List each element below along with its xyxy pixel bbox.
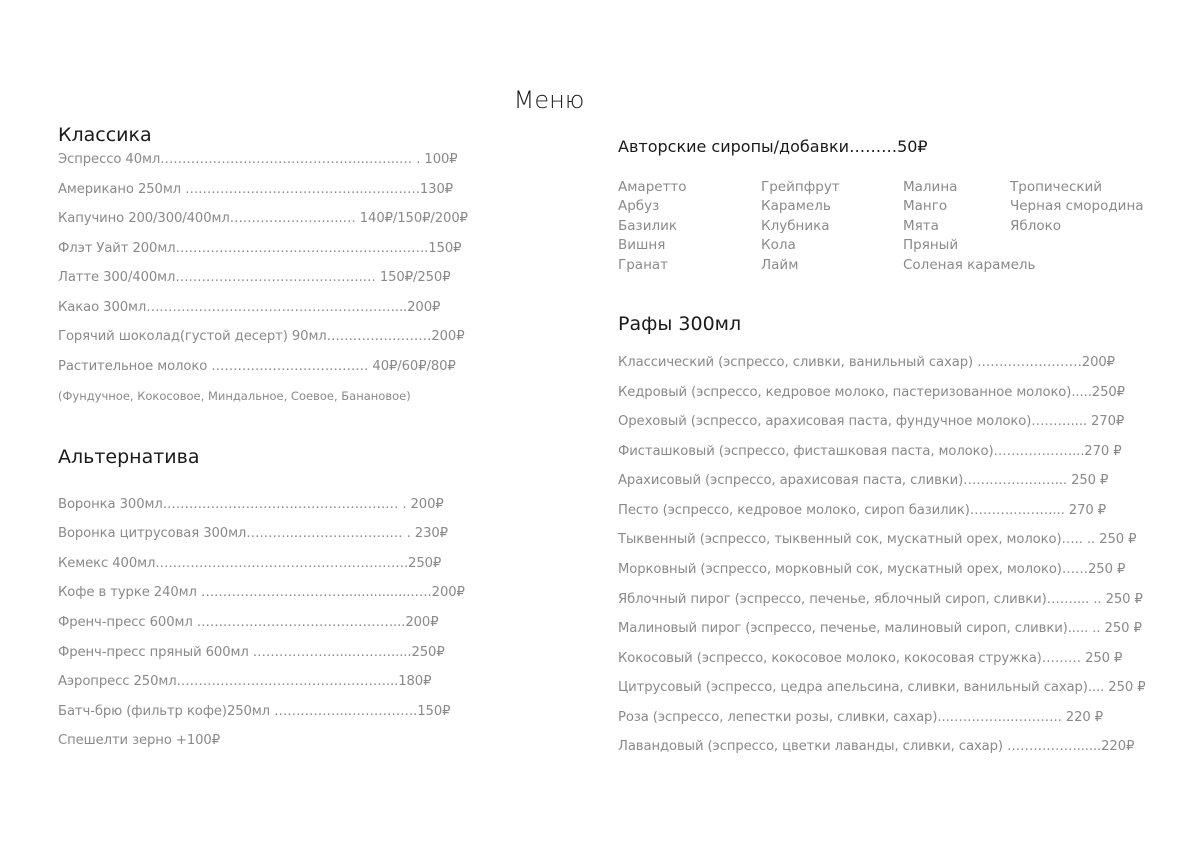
menu-item: Флэт Уайт 200мл………………………………………………….150₽ <box>58 241 462 256</box>
syrup-item: Вишня <box>618 237 666 253</box>
menu-item: Тыквенный (эспрессо, тыквенный сок, мускатный орех, молоко)….. .. 250 ₽ <box>618 532 1137 547</box>
menu-item: Ореховый (эспрессо, арахисовая паста, фундучное молоко)……….... 270₽ <box>618 414 1125 429</box>
menu-item: Яблочный пирог (эспрессо, печенье, яблочный сироп, сливки)…….... .. 250 ₽ <box>618 592 1143 607</box>
menu-item: Какао 300мл…………………………………………………...200₽ <box>58 300 441 315</box>
menu-item: Капучино 200/300/400мл……………………..… 140₽/150₽/200₽ <box>58 211 468 226</box>
section-heading-syrups: Авторские сиропы/добавки………50₽ <box>618 137 928 156</box>
menu-item: Эспрессо 40мл………………………………………..……..… . 100₽ <box>58 152 458 167</box>
section-heading-alternative: Альтернатива <box>58 446 200 468</box>
menu-item: Классический (эспрессо, сливки, ванильный сахар) ……………………200₽ <box>618 355 1115 370</box>
menu-item: Кедровый (эспрессо, кедровое молоко, пастеризованное молоко).....250₽ <box>618 385 1125 400</box>
menu-item: Френч-пресс пряный 600мл ……………….....……….....250₽ <box>58 645 445 660</box>
syrup-item: Лайм <box>761 257 799 273</box>
menu-item: Роза (эспрессо, лепестки розы, сливки, сахар)...…………...……….. 220 ₽ <box>618 710 1104 725</box>
syrup-item: Клубника <box>761 218 830 234</box>
menu-item: Цитрусовый (эспрессо, цедра апельсина, сливки, ванильный сахар).... 250 ₽ <box>618 680 1146 695</box>
syrup-item: Яблоко <box>1010 218 1062 234</box>
page-title: Меню <box>513 86 585 114</box>
menu-item: Горячий шоколад(густой десерт) 90мл……………………200₽ <box>58 329 465 344</box>
menu-item: Растительное молоко ……………………………… 40₽/60₽/80₽ <box>58 359 456 374</box>
menu-item: Арахисовый (эспрессо, арахисовая паста, сливки)…………………... 250 ₽ <box>618 473 1109 488</box>
menu-item: Морковный (эспрессо, морковный сок, мускатный орех, молоко)……250 ₽ <box>618 562 1126 577</box>
syrup-item: Малина <box>903 179 958 195</box>
syrup-item: Тропический <box>1010 179 1103 195</box>
specialty-beans-note: Спешелти зерно +100₽ <box>58 733 220 748</box>
menu-item: Батч-брю (фильтр кофе)250мл ……………..…………….150₽ <box>58 704 451 719</box>
syrup-item: Арбуз <box>618 198 660 214</box>
syrup-item: Кола <box>761 237 796 253</box>
menu-item: Аэропресс 250мл…………………………………………...180₽ <box>58 674 432 689</box>
syrup-item: Пряный <box>903 237 959 253</box>
menu-item: Фисташковый (эспрессо, фисташковая паста, молоко)………………...270 ₽ <box>618 444 1122 459</box>
syrup-item: Черная смородина <box>1010 198 1144 214</box>
syrup-item: Манго <box>903 198 948 214</box>
menu-item: Кофе в турке 240мл …………………………….................….200₽ <box>58 585 465 600</box>
menu-item: Лавандовый (эспрессо, цветки лаванды, сливки, сахар) …………….......220₽ <box>618 739 1135 754</box>
syrup-item: Мята <box>903 218 939 234</box>
section-heading-rafs: Рафы 300мл <box>618 313 742 335</box>
section-heading-classics: Классика <box>58 124 152 146</box>
menu-item: Френч-пресс 600мл ………………………………………...200₽ <box>58 615 439 630</box>
menu-item: Латте 300/400мл…………………………………….… 150₽/250₽ <box>58 270 451 285</box>
menu-item: Кокосовый (эспрессо, кокосовое молоко, кокосовая стружка)……… 250 ₽ <box>618 651 1123 666</box>
syrup-item: Амаретто <box>618 179 687 195</box>
syrup-item: Карамель <box>761 198 831 214</box>
menu-item: Песто (эспрессо, кедровое молоко, сироп базилик)……….………... 270 ₽ <box>618 503 1107 518</box>
syrup-item: Базилик <box>618 218 678 234</box>
menu-item: Воронка цитрусовая 300мл………..………………….… . 230₽ <box>58 526 448 541</box>
syrup-item: Соленая карамель <box>903 257 1036 273</box>
syrup-item: Грейпфрут <box>761 179 840 195</box>
menu-item: Кемекс 400мл………………………………………………….250₽ <box>58 556 442 571</box>
menu-item: Малиновый пирог (эспрессо, печенье, малиновый сироп, сливки)..... .. 250 ₽ <box>618 621 1142 636</box>
syrup-item: Гранат <box>618 257 669 273</box>
menu-item: Воронка 300мл……………………………………………… . 200₽ <box>58 497 444 512</box>
menu-item: Американо 250мл …………………………………..………….130₽ <box>58 182 454 197</box>
plant-milk-note: (Фундучное, Кокосовое, Миндальное, Соевое, Банановое) <box>58 389 411 403</box>
